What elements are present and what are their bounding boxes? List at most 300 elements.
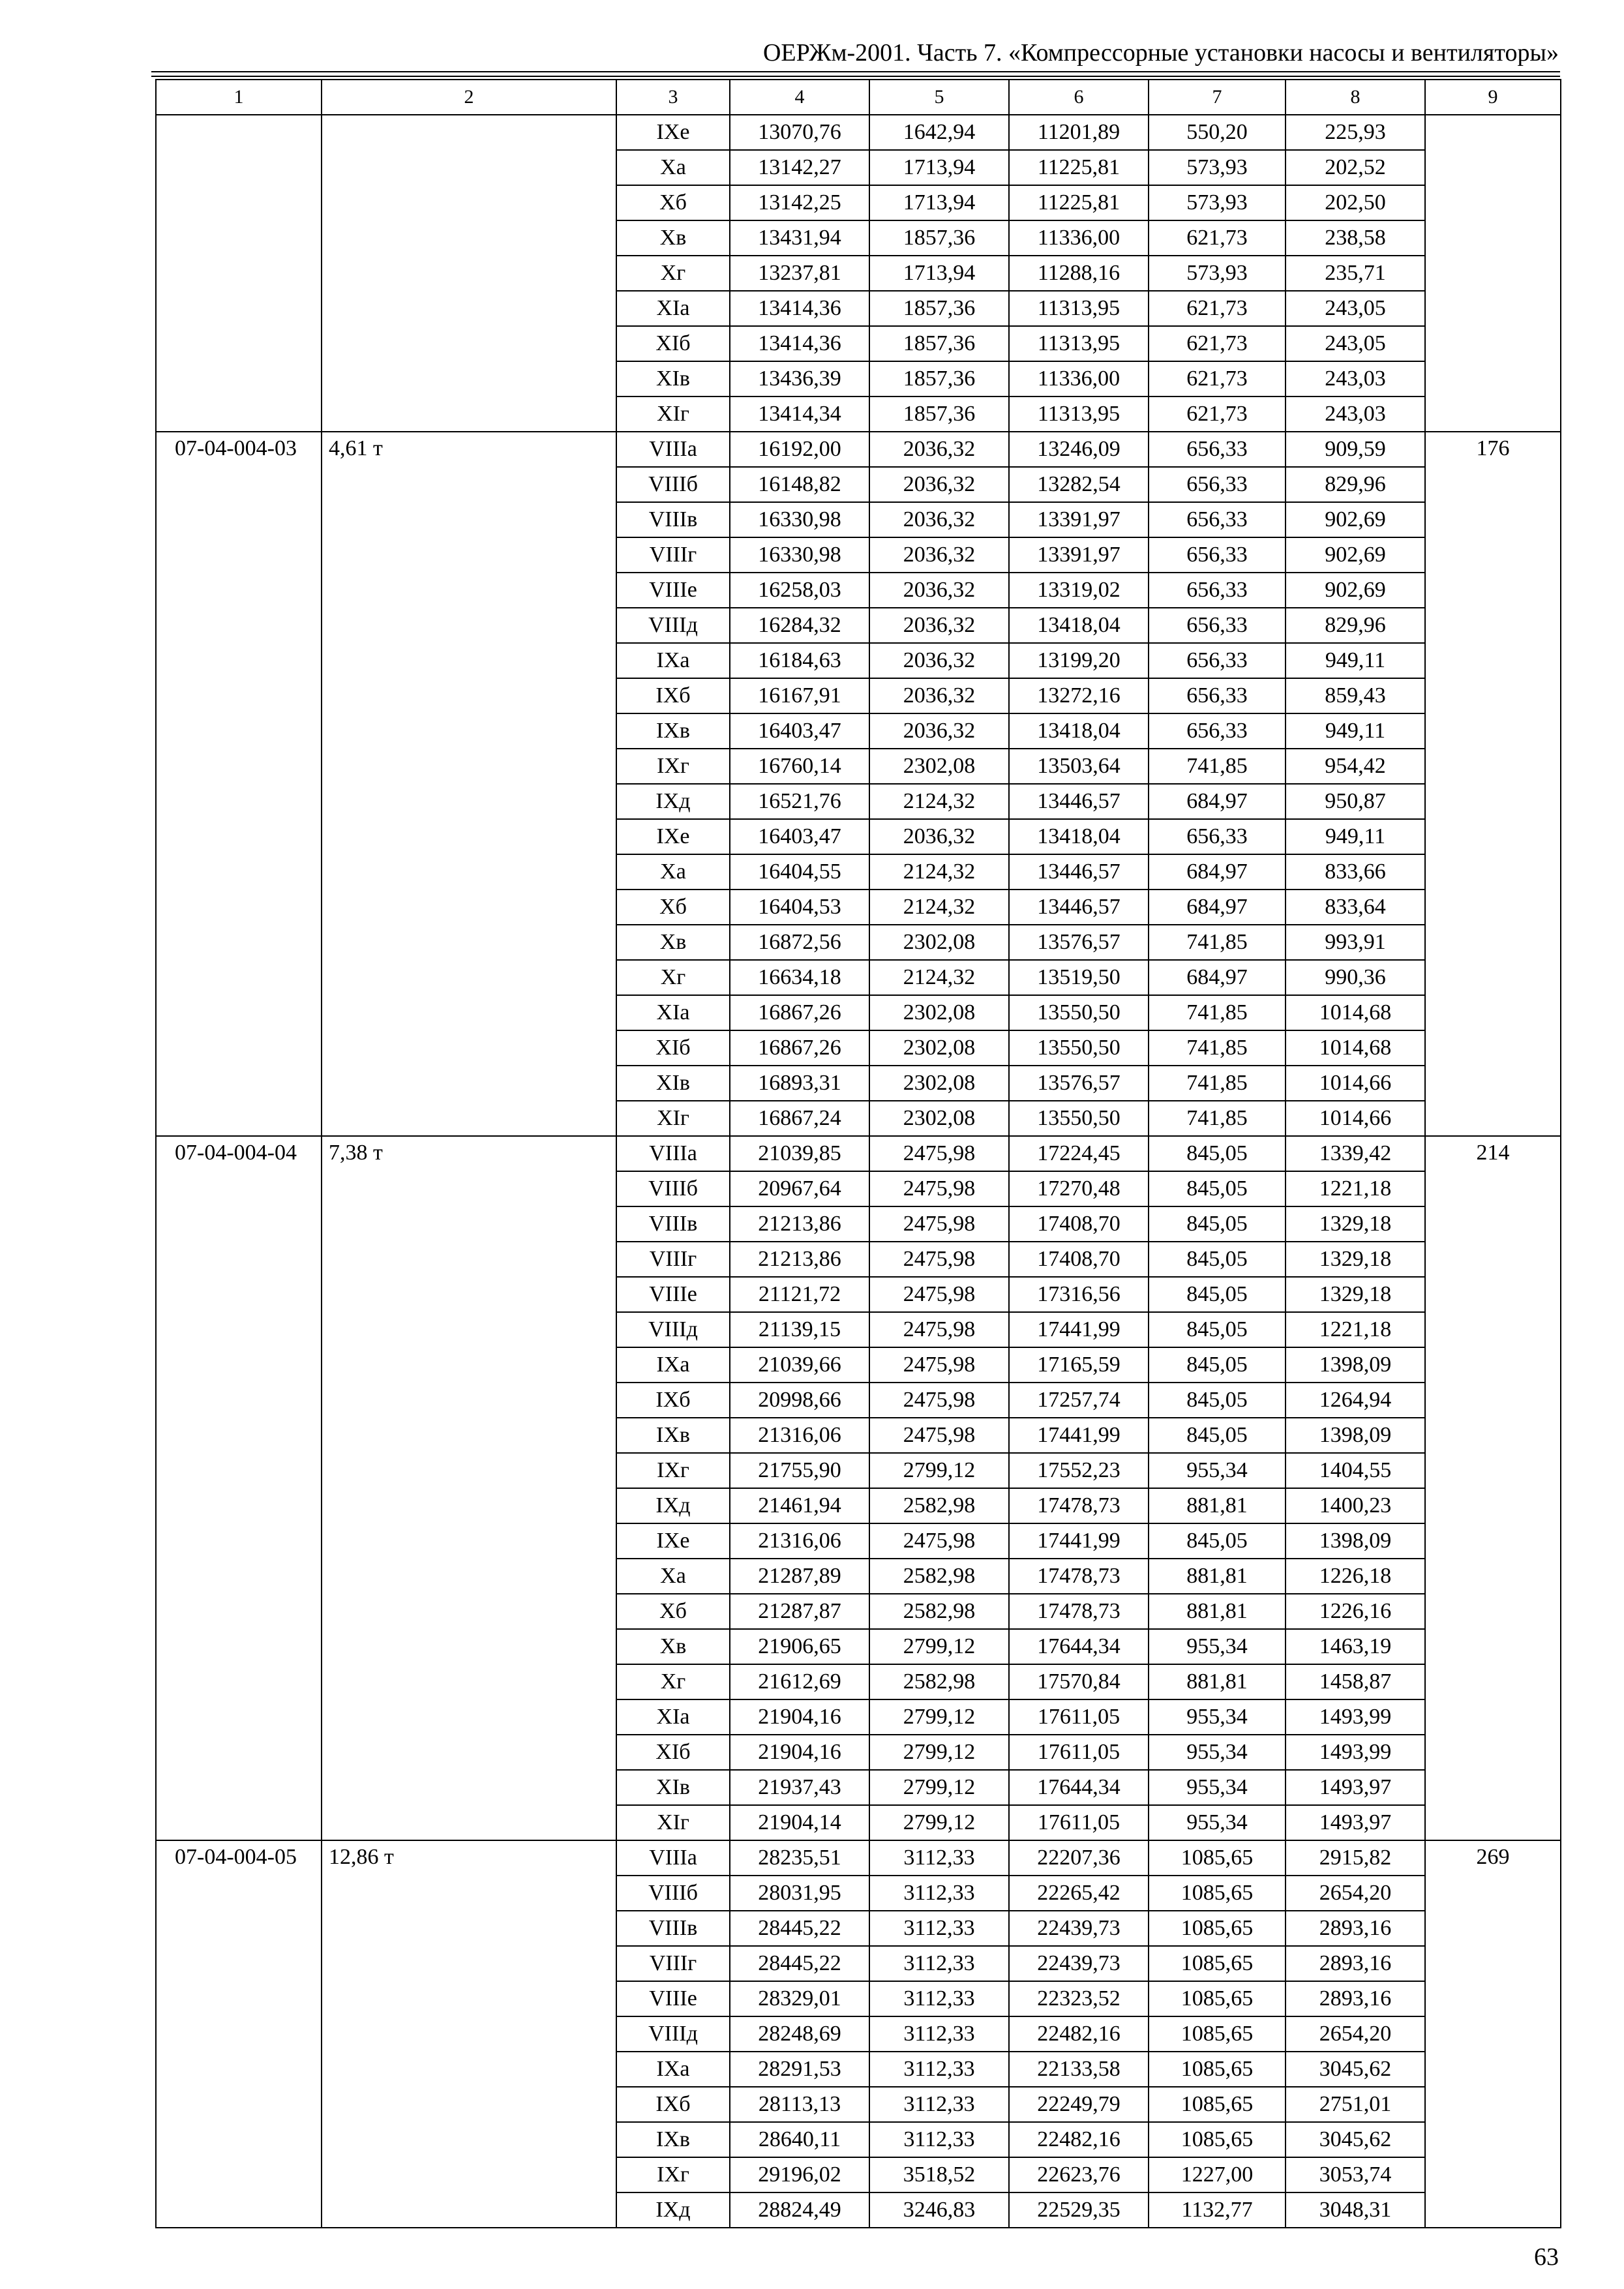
column-header: 7 [1149, 80, 1286, 115]
operator-wage-cell: 656,33 [1149, 643, 1286, 678]
zone-cell: XIб [616, 326, 730, 361]
operator-wage-cell: 881,81 [1149, 1594, 1286, 1629]
operator-wage-cell: 881,81 [1149, 1664, 1286, 1699]
table-body [156, 115, 1561, 2228]
total-cost-cell: 21213,86 [730, 1206, 869, 1242]
labor-cost-cell: 1713,94 [869, 150, 1009, 185]
machine-cost-cell: 13550,50 [1009, 995, 1149, 1030]
labor-cost-cell: 2799,12 [869, 1699, 1009, 1735]
total-cost-cell: 13414,34 [730, 396, 869, 432]
operator-wage-cell: 1085,65 [1149, 1981, 1286, 2016]
labor-cost-cell: 2582,98 [869, 1488, 1009, 1523]
total-cost-cell: 16258,03 [730, 573, 869, 608]
total-cost-cell: 16330,98 [730, 502, 869, 537]
labor-cost-cell: 2036,32 [869, 643, 1009, 678]
total-cost-cell: 20967,64 [730, 1171, 869, 1206]
operator-wage-cell: 845,05 [1149, 1347, 1286, 1383]
operator-wage-cell: 573,93 [1149, 256, 1286, 291]
materials-cost-cell: 3045,62 [1286, 2052, 1425, 2087]
machine-cost-cell: 11225,81 [1009, 185, 1149, 220]
operator-wage-cell: 741,85 [1149, 1030, 1286, 1066]
total-cost-cell: 28329,01 [730, 1981, 869, 2016]
zone-cell: VIIIа [616, 1840, 730, 1876]
labor-cost-cell: 2302,08 [869, 749, 1009, 784]
total-cost-cell: 16867,26 [730, 1030, 869, 1066]
operator-wage-cell: 621,73 [1149, 220, 1286, 256]
norm-spec-cell: 7,38 т [322, 1136, 616, 1840]
labor-cost-cell: 3112,33 [869, 2087, 1009, 2122]
operator-wage-cell: 955,34 [1149, 1453, 1286, 1488]
zone-cell: IXд [616, 1488, 730, 1523]
zone-cell: Xа [616, 854, 730, 890]
labor-cost-cell: 1713,94 [869, 256, 1009, 291]
total-cost-cell: 16634,18 [730, 960, 869, 995]
materials-cost-cell: 238,58 [1286, 220, 1425, 256]
materials-cost-cell: 833,66 [1286, 854, 1425, 890]
machine-cost-cell: 17611,05 [1009, 1735, 1149, 1770]
zone-cell: Xб [616, 890, 730, 925]
total-cost-cell: 16403,47 [730, 819, 869, 854]
operator-wage-cell: 656,33 [1149, 608, 1286, 643]
total-cost-cell: 20998,66 [730, 1383, 869, 1418]
total-cost-cell: 16893,31 [730, 1066, 869, 1101]
total-cost-cell: 21121,72 [730, 1277, 869, 1312]
total-cost-cell: 21612,69 [730, 1664, 869, 1699]
operator-wage-cell: 955,34 [1149, 1629, 1286, 1664]
zone-cell: IXг [616, 2157, 730, 2192]
column-header: 3 [616, 80, 730, 115]
zone-cell: Xб [616, 1594, 730, 1629]
operator-wage-cell: 1085,65 [1149, 1911, 1286, 1946]
labor-cost-cell: 2475,98 [869, 1347, 1009, 1383]
labor-cost-cell: 2124,32 [869, 960, 1009, 995]
total-cost-cell: 21287,87 [730, 1594, 869, 1629]
labor-cost-cell: 1857,36 [869, 396, 1009, 432]
column-number-row [156, 80, 1561, 115]
total-cost-cell: 21937,43 [730, 1770, 869, 1805]
labor-cost-cell: 2582,98 [869, 1594, 1009, 1629]
labor-cost-cell: 3112,33 [869, 1946, 1009, 1981]
labor-cost-cell: 2302,08 [869, 995, 1009, 1030]
operator-wage-cell: 1227,00 [1149, 2157, 1286, 2192]
total-cost-cell: 21904,16 [730, 1699, 869, 1735]
materials-cost-cell: 1014,68 [1286, 995, 1425, 1030]
labor-cost-cell: 2124,32 [869, 854, 1009, 890]
machine-cost-cell: 17408,70 [1009, 1206, 1149, 1242]
machine-cost-cell: 11313,95 [1009, 326, 1149, 361]
operator-wage-cell: 656,33 [1149, 467, 1286, 502]
labor-cost-cell: 1857,36 [869, 291, 1009, 326]
total-cost-cell: 16284,32 [730, 608, 869, 643]
page-number: 63 [1534, 2243, 1559, 2271]
total-cost-cell: 13414,36 [730, 326, 869, 361]
materials-cost-cell: 243,03 [1286, 396, 1425, 432]
total-cost-cell: 21755,90 [730, 1453, 869, 1488]
materials-cost-cell: 202,52 [1286, 150, 1425, 185]
labor-cost-cell: 1642,94 [869, 115, 1009, 150]
operator-wage-cell: 573,93 [1149, 150, 1286, 185]
total-cost-cell: 21039,66 [730, 1347, 869, 1383]
materials-cost-cell: 243,03 [1286, 361, 1425, 396]
zone-cell: Xв [616, 220, 730, 256]
zone-cell: Xа [616, 1559, 730, 1594]
total-cost-cell: 16404,53 [730, 890, 869, 925]
zone-cell: XIб [616, 1030, 730, 1066]
machine-cost-cell: 22482,16 [1009, 2016, 1149, 2052]
zone-cell: VIIIа [616, 432, 730, 467]
labor-cost-cell: 1857,36 [869, 220, 1009, 256]
labor-cost-cell: 1857,36 [869, 361, 1009, 396]
operator-wage-cell: 741,85 [1149, 925, 1286, 960]
materials-cost-cell: 950,87 [1286, 784, 1425, 819]
operator-wage-cell: 955,34 [1149, 1735, 1286, 1770]
total-cost-cell: 28113,13 [730, 2087, 869, 2122]
total-cost-cell: 16167,91 [730, 678, 869, 713]
machine-cost-cell: 13446,57 [1009, 890, 1149, 925]
operator-wage-cell: 1085,65 [1149, 2016, 1286, 2052]
materials-cost-cell: 1398,09 [1286, 1523, 1425, 1559]
labor-hours-cell [1425, 115, 1561, 432]
total-cost-cell: 28445,22 [730, 1911, 869, 1946]
materials-cost-cell: 2893,16 [1286, 1911, 1425, 1946]
labor-cost-cell: 2036,32 [869, 608, 1009, 643]
labor-cost-cell: 2582,98 [869, 1664, 1009, 1699]
machine-cost-cell: 22133,58 [1009, 2052, 1149, 2087]
materials-cost-cell: 1221,18 [1286, 1171, 1425, 1206]
labor-cost-cell: 2036,32 [869, 467, 1009, 502]
zone-cell: XIа [616, 1699, 730, 1735]
machine-cost-cell: 13391,97 [1009, 502, 1149, 537]
materials-cost-cell: 949,11 [1286, 643, 1425, 678]
materials-cost-cell: 1400,23 [1286, 1488, 1425, 1523]
zone-cell: VIIIд [616, 2016, 730, 2052]
machine-cost-cell: 17478,73 [1009, 1488, 1149, 1523]
machine-cost-cell: 13418,04 [1009, 819, 1149, 854]
machine-cost-cell: 11288,16 [1009, 256, 1149, 291]
zone-cell: XIа [616, 291, 730, 326]
operator-wage-cell: 741,85 [1149, 1066, 1286, 1101]
total-cost-cell: 28248,69 [730, 2016, 869, 2052]
materials-cost-cell: 1329,18 [1286, 1242, 1425, 1277]
materials-cost-cell: 1014,66 [1286, 1066, 1425, 1101]
total-cost-cell: 21213,86 [730, 1242, 869, 1277]
operator-wage-cell: 1085,65 [1149, 1840, 1286, 1876]
total-cost-cell: 16760,14 [730, 749, 869, 784]
header-rule [151, 76, 1560, 77]
total-cost-cell: 21039,85 [730, 1136, 869, 1171]
column-header: 2 [322, 80, 616, 115]
labor-hours-cell: 176 [1425, 432, 1561, 1136]
materials-cost-cell: 1404,55 [1286, 1453, 1425, 1488]
machine-cost-cell: 22265,42 [1009, 1876, 1149, 1911]
materials-cost-cell: 1226,16 [1286, 1594, 1425, 1629]
total-cost-cell: 16872,56 [730, 925, 869, 960]
labor-cost-cell: 1857,36 [869, 326, 1009, 361]
total-cost-cell: 28824,49 [730, 2192, 869, 2228]
labor-cost-cell: 2582,98 [869, 1559, 1009, 1594]
materials-cost-cell: 1493,97 [1286, 1805, 1425, 1840]
materials-cost-cell: 902,69 [1286, 537, 1425, 573]
operator-wage-cell: 621,73 [1149, 396, 1286, 432]
total-cost-cell: 16192,00 [730, 432, 869, 467]
machine-cost-cell: 17644,34 [1009, 1629, 1149, 1664]
materials-cost-cell: 3045,62 [1286, 2122, 1425, 2157]
labor-cost-cell: 3112,33 [869, 1981, 1009, 2016]
zone-cell: IXг [616, 749, 730, 784]
zone-cell: IXг [616, 1453, 730, 1488]
operator-wage-cell: 656,33 [1149, 537, 1286, 573]
zone-cell: XIв [616, 1770, 730, 1805]
labor-cost-cell: 1713,94 [869, 185, 1009, 220]
labor-cost-cell: 3246,83 [869, 2192, 1009, 2228]
zone-cell: IXе [616, 115, 730, 150]
materials-cost-cell: 2893,16 [1286, 1946, 1425, 1981]
materials-cost-cell: 829,96 [1286, 467, 1425, 502]
total-cost-cell: 29196,02 [730, 2157, 869, 2192]
operator-wage-cell: 741,85 [1149, 1101, 1286, 1136]
labor-cost-cell: 3112,33 [869, 1840, 1009, 1876]
total-cost-cell: 21287,89 [730, 1559, 869, 1594]
zone-cell: XIв [616, 1066, 730, 1101]
machine-cost-cell: 11336,00 [1009, 220, 1149, 256]
machine-cost-cell: 22323,52 [1009, 1981, 1149, 2016]
machine-cost-cell: 13282,54 [1009, 467, 1149, 502]
materials-cost-cell: 2893,16 [1286, 1981, 1425, 2016]
table-row [156, 1840, 1561, 1876]
operator-wage-cell: 955,34 [1149, 1699, 1286, 1735]
zone-cell: VIIIе [616, 1981, 730, 2016]
materials-cost-cell: 993,91 [1286, 925, 1425, 960]
total-cost-cell: 16184,63 [730, 643, 869, 678]
zone-cell: Xа [616, 150, 730, 185]
machine-cost-cell: 17611,05 [1009, 1699, 1149, 1735]
price-table [155, 79, 1561, 2228]
machine-cost-cell: 17441,99 [1009, 1312, 1149, 1347]
materials-cost-cell: 859,43 [1286, 678, 1425, 713]
materials-cost-cell: 902,69 [1286, 573, 1425, 608]
labor-cost-cell: 2475,98 [869, 1277, 1009, 1312]
operator-wage-cell: 1085,65 [1149, 2052, 1286, 2087]
total-cost-cell: 21139,15 [730, 1312, 869, 1347]
materials-cost-cell: 1226,18 [1286, 1559, 1425, 1594]
zone-cell: XIг [616, 1805, 730, 1840]
machine-cost-cell: 17270,48 [1009, 1171, 1149, 1206]
operator-wage-cell: 955,34 [1149, 1770, 1286, 1805]
norm-spec-cell [322, 115, 616, 432]
zone-cell: Xг [616, 960, 730, 995]
norm-code-cell: 07-04-004-03 [156, 432, 322, 1136]
machine-cost-cell: 11313,95 [1009, 396, 1149, 432]
machine-cost-cell: 22439,73 [1009, 1946, 1149, 1981]
materials-cost-cell: 3048,31 [1286, 2192, 1425, 2228]
materials-cost-cell: 829,96 [1286, 608, 1425, 643]
machine-cost-cell: 13519,50 [1009, 960, 1149, 995]
operator-wage-cell: 621,73 [1149, 326, 1286, 361]
zone-cell: VIIIв [616, 1911, 730, 1946]
machine-cost-cell: 13272,16 [1009, 678, 1149, 713]
total-cost-cell: 28640,11 [730, 2122, 869, 2157]
materials-cost-cell: 949,11 [1286, 819, 1425, 854]
zone-cell: VIIIе [616, 1277, 730, 1312]
total-cost-cell: 13142,25 [730, 185, 869, 220]
machine-cost-cell: 17224,45 [1009, 1136, 1149, 1171]
machine-cost-cell: 11225,81 [1009, 150, 1149, 185]
operator-wage-cell: 741,85 [1149, 995, 1286, 1030]
labor-cost-cell: 2475,98 [869, 1136, 1009, 1171]
materials-cost-cell: 1014,68 [1286, 1030, 1425, 1066]
labor-cost-cell: 3518,52 [869, 2157, 1009, 2192]
zone-cell: VIIIб [616, 467, 730, 502]
norm-code-cell: 07-04-004-05 [156, 1840, 322, 2228]
zone-cell: VIIIг [616, 1946, 730, 1981]
machine-cost-cell: 22439,73 [1009, 1911, 1149, 1946]
machine-cost-cell: 17570,84 [1009, 1664, 1149, 1699]
column-header: 9 [1425, 80, 1561, 115]
zone-cell: VIIIв [616, 1206, 730, 1242]
machine-cost-cell: 13246,09 [1009, 432, 1149, 467]
operator-wage-cell: 881,81 [1149, 1488, 1286, 1523]
zone-cell: VIIIг [616, 1242, 730, 1277]
machine-cost-cell: 13550,50 [1009, 1101, 1149, 1136]
zone-cell: IXб [616, 2087, 730, 2122]
labor-cost-cell: 2124,32 [869, 890, 1009, 925]
materials-cost-cell: 949,11 [1286, 713, 1425, 749]
norm-code-cell: 07-04-004-04 [156, 1136, 322, 1840]
zone-cell: Xб [616, 185, 730, 220]
operator-wage-cell: 684,97 [1149, 854, 1286, 890]
column-header: 5 [869, 80, 1009, 115]
operator-wage-cell: 1085,65 [1149, 2122, 1286, 2157]
materials-cost-cell: 954,42 [1286, 749, 1425, 784]
labor-cost-cell: 2036,32 [869, 819, 1009, 854]
total-cost-cell: 21904,16 [730, 1735, 869, 1770]
materials-cost-cell: 1398,09 [1286, 1418, 1425, 1453]
materials-cost-cell: 909,59 [1286, 432, 1425, 467]
total-cost-cell: 16148,82 [730, 467, 869, 502]
zone-cell: XIб [616, 1735, 730, 1770]
total-cost-cell: 21461,94 [730, 1488, 869, 1523]
labor-cost-cell: 3112,33 [869, 2016, 1009, 2052]
zone-cell: XIг [616, 1101, 730, 1136]
zone-cell: VIIIв [616, 502, 730, 537]
operator-wage-cell: 621,73 [1149, 291, 1286, 326]
zone-cell: IXб [616, 1383, 730, 1418]
machine-cost-cell: 22207,36 [1009, 1840, 1149, 1876]
machine-cost-cell: 13576,57 [1009, 1066, 1149, 1101]
total-cost-cell: 28031,95 [730, 1876, 869, 1911]
table-row [156, 1136, 1561, 1171]
operator-wage-cell: 845,05 [1149, 1383, 1286, 1418]
operator-wage-cell: 845,05 [1149, 1171, 1286, 1206]
machine-cost-cell: 17257,74 [1009, 1383, 1149, 1418]
total-cost-cell: 16330,98 [730, 537, 869, 573]
machine-cost-cell: 17316,56 [1009, 1277, 1149, 1312]
operator-wage-cell: 1085,65 [1149, 2087, 1286, 2122]
operator-wage-cell: 656,33 [1149, 432, 1286, 467]
machine-cost-cell: 11313,95 [1009, 291, 1149, 326]
zone-cell: XIг [616, 396, 730, 432]
labor-cost-cell: 2036,32 [869, 537, 1009, 573]
machine-cost-cell: 22482,16 [1009, 2122, 1149, 2157]
zone-cell: IXв [616, 1418, 730, 1453]
total-cost-cell: 13436,39 [730, 361, 869, 396]
labor-cost-cell: 2036,32 [869, 432, 1009, 467]
operator-wage-cell: 1085,65 [1149, 1946, 1286, 1981]
operator-wage-cell: 684,97 [1149, 890, 1286, 925]
operator-wage-cell: 656,33 [1149, 502, 1286, 537]
labor-hours-cell: 214 [1425, 1136, 1561, 1840]
materials-cost-cell: 1493,99 [1286, 1735, 1425, 1770]
labor-cost-cell: 2799,12 [869, 1735, 1009, 1770]
zone-cell: Xг [616, 256, 730, 291]
operator-wage-cell: 656,33 [1149, 573, 1286, 608]
operator-wage-cell: 1085,65 [1149, 1876, 1286, 1911]
operator-wage-cell: 741,85 [1149, 749, 1286, 784]
total-cost-cell: 28445,22 [730, 1946, 869, 1981]
labor-cost-cell: 2475,98 [869, 1206, 1009, 1242]
labor-cost-cell: 2302,08 [869, 1066, 1009, 1101]
zone-cell: IXв [616, 713, 730, 749]
zone-cell: IXе [616, 819, 730, 854]
machine-cost-cell: 17478,73 [1009, 1559, 1149, 1594]
machine-cost-cell: 17478,73 [1009, 1594, 1149, 1629]
operator-wage-cell: 656,33 [1149, 713, 1286, 749]
materials-cost-cell: 1398,09 [1286, 1347, 1425, 1383]
total-cost-cell: 16867,26 [730, 995, 869, 1030]
column-header: 1 [156, 80, 322, 115]
norm-code-cell [156, 115, 322, 432]
labor-cost-cell: 3112,33 [869, 2052, 1009, 2087]
zone-cell: IXа [616, 1347, 730, 1383]
operator-wage-cell: 656,33 [1149, 819, 1286, 854]
operator-wage-cell: 845,05 [1149, 1206, 1286, 1242]
materials-cost-cell: 243,05 [1286, 291, 1425, 326]
zone-cell: VIIIб [616, 1171, 730, 1206]
zone-cell: Xг [616, 1664, 730, 1699]
materials-cost-cell: 1221,18 [1286, 1312, 1425, 1347]
total-cost-cell: 13237,81 [730, 256, 869, 291]
machine-cost-cell: 17408,70 [1009, 1242, 1149, 1277]
materials-cost-cell: 2915,82 [1286, 1840, 1425, 1876]
machine-cost-cell: 17441,99 [1009, 1523, 1149, 1559]
materials-cost-cell: 1463,19 [1286, 1629, 1425, 1664]
operator-wage-cell: 845,05 [1149, 1523, 1286, 1559]
materials-cost-cell: 2654,20 [1286, 1876, 1425, 1911]
norm-spec-cell: 12,86 т [322, 1840, 616, 2228]
operator-wage-cell: 550,20 [1149, 115, 1286, 150]
materials-cost-cell: 235,71 [1286, 256, 1425, 291]
header-rule [151, 71, 1560, 72]
materials-cost-cell: 1014,66 [1286, 1101, 1425, 1136]
materials-cost-cell: 2654,20 [1286, 2016, 1425, 2052]
operator-wage-cell: 845,05 [1149, 1136, 1286, 1171]
total-cost-cell: 28235,51 [730, 1840, 869, 1876]
machine-cost-cell: 11201,89 [1009, 115, 1149, 150]
labor-cost-cell: 2036,32 [869, 502, 1009, 537]
materials-cost-cell: 1458,87 [1286, 1664, 1425, 1699]
machine-cost-cell: 13319,02 [1009, 573, 1149, 608]
zone-cell: XIв [616, 361, 730, 396]
operator-wage-cell: 684,97 [1149, 960, 1286, 995]
total-cost-cell: 21316,06 [730, 1418, 869, 1453]
operator-wage-cell: 656,33 [1149, 678, 1286, 713]
total-cost-cell: 13414,36 [730, 291, 869, 326]
operator-wage-cell: 1132,77 [1149, 2192, 1286, 2228]
labor-cost-cell: 2475,98 [869, 1171, 1009, 1206]
zone-cell: VIIIг [616, 537, 730, 573]
norm-spec-cell: 4,61 т [322, 432, 616, 1136]
labor-cost-cell: 3112,33 [869, 1876, 1009, 1911]
